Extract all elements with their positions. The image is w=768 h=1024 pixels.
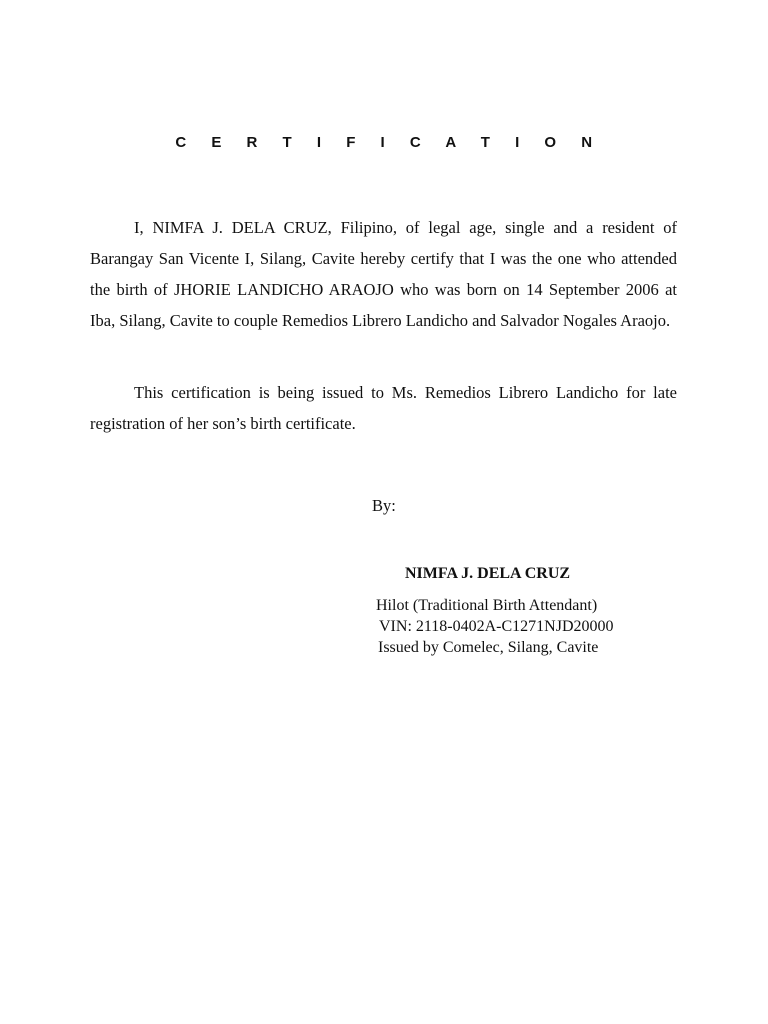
signatory-vin: VIN: 2118-0402A-C1271NJD20000 — [379, 618, 614, 635]
signatory-role: Hilot (Traditional Birth Attendant) — [376, 597, 598, 614]
document-title: C E R T I F I C A T I O N — [175, 134, 603, 151]
certification-paragraph-1: I, NIMFA J. DELA CRUZ, Filipino, of legal age, single and a resident of Barangay San Vicente I, Silang, Cavite hereby certify that I was the one who attended the birth of JHORIE LANDICHO ARAOJO who was born on 14 September 2006 at Iba, Silang, Cavite to couple Remedios Librero Landicho and Salvador Nogales Araojo. — [90, 218, 677, 330]
certification-paragraph-2: This certification is being issued to Ms. Remedios Librero Landicho for late registration of her son’s birth certificate. — [90, 383, 677, 433]
signatory-issuer: Issued by Comelec, Silang, Cavite — [378, 639, 599, 656]
signatory-name: NIMFA J. DELA CRUZ — [405, 565, 571, 582]
by-label: By: — [372, 496, 396, 515]
